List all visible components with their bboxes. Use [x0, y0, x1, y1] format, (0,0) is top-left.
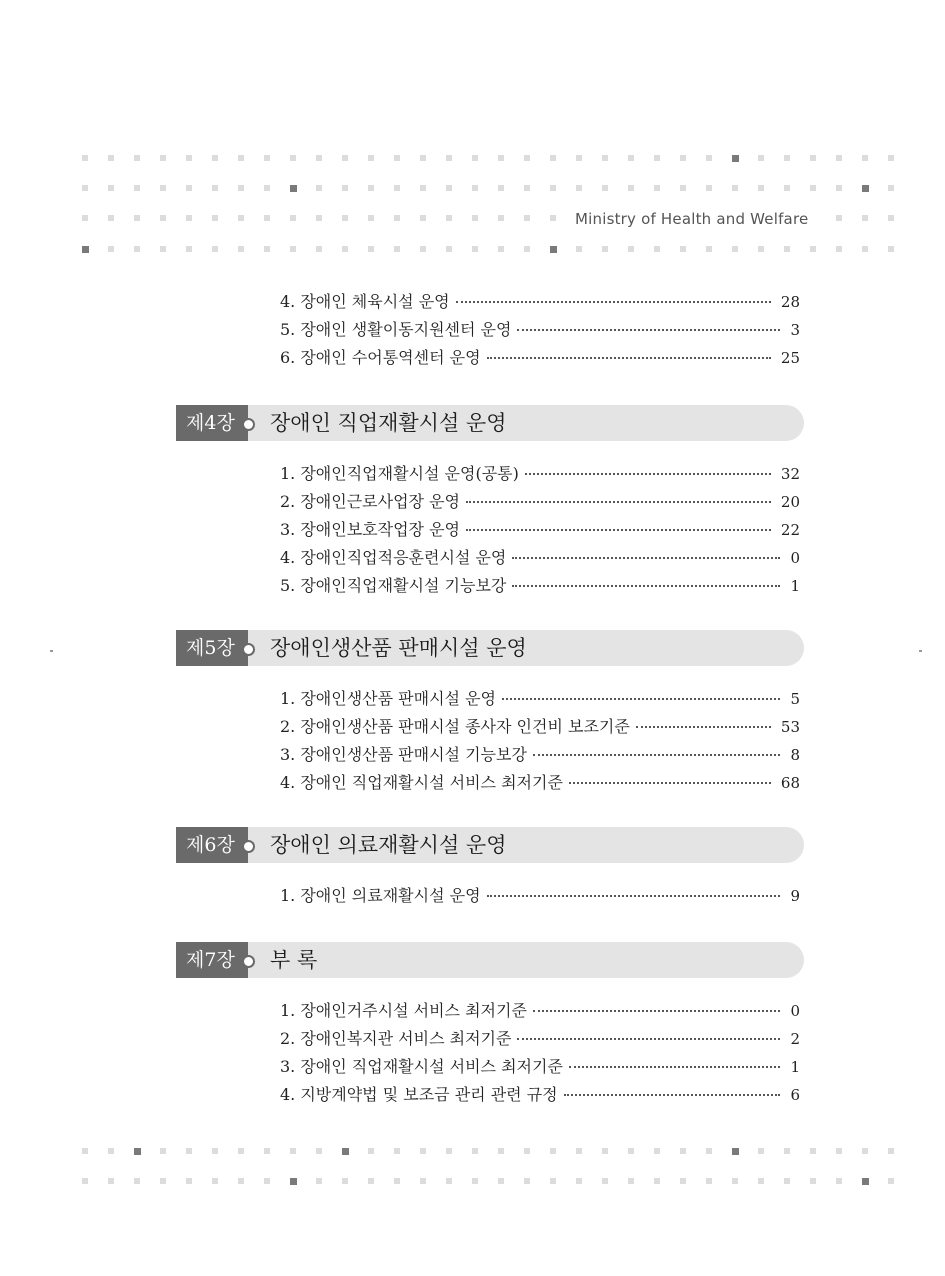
grid-dot [810, 1178, 816, 1184]
grid-dot [680, 246, 686, 252]
grid-dot [316, 1178, 322, 1184]
chapter-bar [240, 942, 804, 978]
toc-entry-label: 3. 장애인 직업재활시설 서비스 최저기준 [280, 1057, 563, 1076]
grid-dot [420, 246, 426, 252]
grid-dot [498, 215, 504, 221]
leader-dots [533, 754, 780, 756]
grid-dot [758, 185, 764, 191]
grid-dot [784, 1178, 790, 1184]
grid-dot [160, 246, 166, 252]
margin-mark [919, 650, 922, 652]
grid-dot [550, 1148, 556, 1154]
grid-dot [732, 1148, 739, 1155]
grid-dot [212, 185, 218, 191]
toc-page-number: 5 [790, 690, 800, 708]
grid-dot [186, 1148, 192, 1154]
grid-dot [862, 1148, 868, 1154]
toc-entry[interactable] [280, 1027, 800, 1051]
toc-entry-label: 3. 장애인생산품 판매시설 기능보강 [280, 745, 527, 764]
grid-dot [238, 246, 244, 252]
toc-entry-label: 6. 장애인 수어통역센터 운영 [280, 348, 481, 367]
chapter-title: 장애인생산품 판매시설 운영 [270, 636, 527, 660]
grid-dot [316, 155, 322, 161]
toc-page-number: 53 [780, 718, 800, 736]
toc-entry-label: 1. 장애인생산품 판매시설 운영 [280, 689, 496, 708]
grid-dot [212, 246, 218, 252]
grid-dot [342, 246, 348, 252]
grid-dot [134, 1148, 141, 1155]
chapter-ring-icon [242, 418, 255, 431]
grid-dot [576, 1148, 582, 1154]
grid-dot [732, 155, 739, 162]
toc-entry[interactable] [280, 346, 800, 370]
toc-page-number: 25 [780, 349, 800, 367]
grid-dot [446, 1148, 452, 1154]
grid-dot [732, 1178, 738, 1184]
toc-entry-label: 5. 장애인직업재활시설 기능보강 [280, 576, 507, 595]
toc-page-number: 20 [780, 493, 800, 511]
grid-dot [238, 185, 244, 191]
grid-dot [758, 246, 764, 252]
toc-entry[interactable] [280, 884, 800, 908]
grid-dot [654, 246, 660, 252]
leader-dots [487, 895, 780, 897]
chapter-number: 제6장 [176, 827, 248, 863]
grid-dot [186, 246, 192, 252]
grid-dot [472, 215, 478, 221]
grid-dot [680, 185, 686, 191]
grid-dot [498, 185, 504, 191]
grid-dot [264, 1178, 270, 1184]
grid-dot [706, 1178, 712, 1184]
header-brand: Ministry of Health and Welfare [575, 210, 812, 228]
grid-dot [446, 246, 452, 252]
grid-dot [732, 185, 738, 191]
grid-dot [550, 155, 556, 161]
grid-dot [628, 155, 634, 161]
leader-dots [533, 1010, 780, 1012]
grid-dot [498, 246, 504, 252]
grid-dot [160, 1148, 166, 1154]
grid-dot [576, 1178, 582, 1184]
grid-dot [576, 155, 582, 161]
toc-entry-label: 4. 장애인 직업재활시설 서비스 최저기준 [280, 773, 563, 792]
toc-page-number: 3 [790, 321, 800, 339]
grid-dot [680, 1148, 686, 1154]
grid-dot [602, 1148, 608, 1154]
grid-dot [784, 155, 790, 161]
grid-dot [394, 246, 400, 252]
margin-mark [50, 650, 53, 652]
grid-dot [810, 155, 816, 161]
grid-dot [82, 215, 88, 221]
toc-entry-label: 2. 장애인생산품 판매시설 종사자 인건비 보조기준 [280, 717, 630, 736]
grid-dot [602, 185, 608, 191]
grid-dot [654, 155, 660, 161]
grid-dot [82, 185, 88, 191]
grid-dot [628, 246, 634, 252]
grid-dot [394, 215, 400, 221]
grid-dot [290, 1178, 297, 1185]
grid-dot [862, 155, 868, 161]
grid-dot [394, 155, 400, 161]
grid-dot [238, 1178, 244, 1184]
grid-dot [160, 1178, 166, 1184]
toc-page-number: 68 [780, 774, 800, 792]
grid-dot [602, 246, 608, 252]
grid-dot [524, 155, 530, 161]
toc-entry[interactable] [280, 1083, 800, 1107]
chapter-heading [176, 942, 804, 978]
grid-dot [472, 155, 478, 161]
grid-dot [394, 1178, 400, 1184]
chapter-heading [176, 827, 804, 863]
grid-dot [888, 215, 894, 221]
chapter-title: 장애인 의료재활시설 운영 [270, 833, 507, 857]
grid-dot [524, 215, 530, 221]
grid-dot [342, 185, 348, 191]
grid-dot [82, 246, 89, 253]
grid-dot [706, 155, 712, 161]
chapter-number: 제7장 [176, 942, 248, 978]
leader-dots [569, 1066, 780, 1068]
leader-dots [564, 1094, 780, 1096]
toc-entry-label: 4. 장애인 체육시설 운영 [280, 292, 450, 311]
grid-dot [108, 1178, 114, 1184]
chapter-ring-icon [242, 955, 255, 968]
grid-dot [290, 1148, 296, 1154]
toc-entry-label: 4. 지방계약법 및 보조금 관리 관련 규정 [280, 1085, 558, 1104]
toc-page-number: 0 [790, 1002, 800, 1020]
toc-page-number: 28 [780, 293, 800, 311]
toc-entry-label: 4. 장애인직업적응훈련시설 운영 [280, 548, 507, 567]
grid-dot [550, 185, 556, 191]
grid-dot [368, 246, 374, 252]
grid-dot [446, 215, 452, 221]
grid-dot [316, 1148, 322, 1154]
toc-page-number: 6 [790, 1086, 800, 1104]
leader-dots [502, 698, 780, 700]
grid-dot [212, 155, 218, 161]
grid-dot [264, 185, 270, 191]
grid-dot [290, 246, 296, 252]
toc-page-number: 1 [790, 1058, 800, 1076]
grid-dot [394, 1148, 400, 1154]
grid-dot [342, 1148, 349, 1155]
grid-dot [472, 246, 478, 252]
grid-dot [342, 1178, 348, 1184]
toc-entry[interactable] [280, 518, 800, 542]
grid-dot [108, 155, 114, 161]
grid-dot [186, 215, 192, 221]
toc-entry[interactable] [280, 743, 800, 767]
grid-dot [836, 155, 842, 161]
grid-dot [160, 185, 166, 191]
grid-dot [82, 1148, 88, 1154]
grid-dot [628, 185, 634, 191]
grid-dot [134, 185, 140, 191]
chapter-number: 제5장 [176, 630, 248, 666]
grid-dot [498, 155, 504, 161]
toc-entry[interactable] [280, 574, 800, 598]
grid-dot [550, 1178, 556, 1184]
grid-dot [732, 246, 738, 252]
grid-dot [108, 246, 114, 252]
leader-dots [517, 329, 780, 331]
grid-dot [264, 1148, 270, 1154]
grid-dot [524, 185, 530, 191]
grid-dot [264, 155, 270, 161]
grid-dot [810, 246, 816, 252]
toc-entry[interactable] [280, 546, 800, 570]
grid-dot [836, 215, 842, 221]
grid-dot [238, 155, 244, 161]
grid-dot [420, 1178, 426, 1184]
grid-dot [186, 155, 192, 161]
toc-entry[interactable] [280, 462, 800, 486]
grid-dot [602, 1178, 608, 1184]
chapter-heading [176, 405, 804, 441]
grid-dot [134, 1178, 140, 1184]
leader-dots [569, 782, 771, 784]
grid-dot [758, 1178, 764, 1184]
toc-page-number: 2 [790, 1030, 800, 1048]
leader-dots [512, 585, 780, 587]
chapter-title: 장애인 직업재활시설 운영 [270, 411, 507, 435]
toc-entry[interactable] [280, 318, 800, 342]
grid-dot [628, 1148, 634, 1154]
leader-dots [512, 557, 780, 559]
grid-dot [342, 155, 348, 161]
grid-dot [836, 1178, 842, 1184]
grid-dot [212, 1178, 218, 1184]
grid-dot [82, 155, 88, 161]
grid-dot [654, 1178, 660, 1184]
grid-dot [862, 215, 868, 221]
grid-dot [680, 1178, 686, 1184]
grid-dot [368, 155, 374, 161]
grid-dot [550, 246, 557, 253]
grid-dot [524, 246, 530, 252]
grid-dot [706, 246, 712, 252]
chapter-heading [176, 630, 804, 666]
grid-dot [888, 155, 894, 161]
grid-dot [576, 246, 582, 252]
grid-dot [498, 1148, 504, 1154]
chapter-ring-icon [242, 840, 255, 853]
grid-dot [550, 215, 556, 221]
grid-dot [888, 185, 894, 191]
grid-dot [134, 246, 140, 252]
grid-dot [446, 155, 452, 161]
grid-dot [758, 1148, 764, 1154]
chapter-title: 부 록 [270, 948, 318, 972]
grid-dot [472, 185, 478, 191]
grid-dot [316, 246, 322, 252]
grid-dot [108, 1148, 114, 1154]
toc-page-number: 22 [780, 521, 800, 539]
grid-dot [836, 185, 842, 191]
grid-dot [654, 185, 660, 191]
grid-dot [134, 215, 140, 221]
grid-dot [160, 155, 166, 161]
chapter-number: 제4장 [176, 405, 248, 441]
toc-entry[interactable] [280, 290, 800, 314]
grid-dot [706, 185, 712, 191]
grid-dot [446, 1178, 452, 1184]
grid-dot [862, 185, 869, 192]
grid-dot [420, 215, 426, 221]
grid-dot [238, 215, 244, 221]
leader-dots [487, 357, 771, 359]
toc-entry-label: 1. 장애인직업재활시설 운영(공통) [280, 464, 519, 483]
grid-dot [784, 185, 790, 191]
grid-dot [888, 1178, 894, 1184]
leader-dots [466, 501, 771, 503]
toc-page-number: 0 [790, 549, 800, 567]
leader-dots [525, 473, 771, 475]
grid-dot [420, 155, 426, 161]
grid-dot [316, 185, 322, 191]
toc-page-number: 8 [790, 746, 800, 764]
grid-dot [264, 215, 270, 221]
grid-dot [108, 185, 114, 191]
grid-dot [784, 246, 790, 252]
grid-dot [394, 185, 400, 191]
grid-dot [862, 246, 868, 252]
leader-dots [456, 301, 771, 303]
grid-dot [706, 1148, 712, 1154]
toc-entry-label: 1. 장애인 의료재활시설 운영 [280, 886, 481, 905]
grid-dot [654, 1148, 660, 1154]
grid-dot [758, 155, 764, 161]
toc-entry-label: 2. 장애인근로사업장 운영 [280, 492, 460, 511]
grid-dot [602, 155, 608, 161]
grid-dot [186, 185, 192, 191]
grid-dot [862, 1178, 869, 1185]
grid-dot [368, 185, 374, 191]
toc-entry[interactable] [280, 715, 800, 739]
grid-dot [82, 1178, 88, 1184]
toc-entry-label: 1. 장애인거주시설 서비스 최저기준 [280, 1001, 527, 1020]
grid-dot [576, 185, 582, 191]
grid-dot [108, 215, 114, 221]
grid-dot [784, 1148, 790, 1154]
grid-dot [680, 155, 686, 161]
grid-dot [186, 1178, 192, 1184]
grid-dot [290, 155, 296, 161]
grid-dot [368, 215, 374, 221]
grid-dot [628, 1178, 634, 1184]
toc-entry[interactable] [280, 490, 800, 514]
grid-dot [472, 1178, 478, 1184]
grid-dot [316, 215, 322, 221]
grid-dot [836, 246, 842, 252]
grid-dot [420, 1148, 426, 1154]
toc-entry[interactable] [280, 999, 800, 1023]
grid-dot [810, 1148, 816, 1154]
grid-dot [134, 155, 140, 161]
grid-dot [836, 1148, 842, 1154]
toc-entry[interactable] [280, 771, 800, 795]
grid-dot [888, 246, 894, 252]
grid-dot [212, 215, 218, 221]
toc-entry-label: 5. 장애인 생활이동지원센터 운영 [280, 320, 512, 339]
toc-page-number: 1 [790, 577, 800, 595]
grid-dot [498, 1178, 504, 1184]
toc-page-number: 9 [790, 887, 800, 905]
grid-dot [290, 185, 297, 192]
grid-dot [810, 185, 816, 191]
grid-dot [160, 215, 166, 221]
grid-dot [212, 1148, 218, 1154]
toc-entry-label: 2. 장애인복지관 서비스 최저기준 [280, 1029, 512, 1048]
grid-dot [524, 1148, 530, 1154]
grid-dot [342, 215, 348, 221]
grid-dot [524, 1178, 530, 1184]
grid-dot [420, 185, 426, 191]
grid-dot [238, 1148, 244, 1154]
leader-dots [636, 726, 771, 728]
toc-entry-label: 3. 장애인보호작업장 운영 [280, 520, 460, 539]
grid-dot [472, 1148, 478, 1154]
toc-page-number: 32 [780, 465, 800, 483]
leader-dots [517, 1038, 780, 1040]
toc-entry[interactable] [280, 1055, 800, 1079]
grid-dot [888, 1148, 894, 1154]
chapter-ring-icon [242, 643, 255, 656]
grid-dot [446, 185, 452, 191]
grid-dot [264, 246, 270, 252]
grid-dot [290, 215, 296, 221]
leader-dots [466, 529, 771, 531]
toc-entry[interactable] [280, 687, 800, 711]
grid-dot [368, 1148, 374, 1154]
grid-dot [368, 1178, 374, 1184]
